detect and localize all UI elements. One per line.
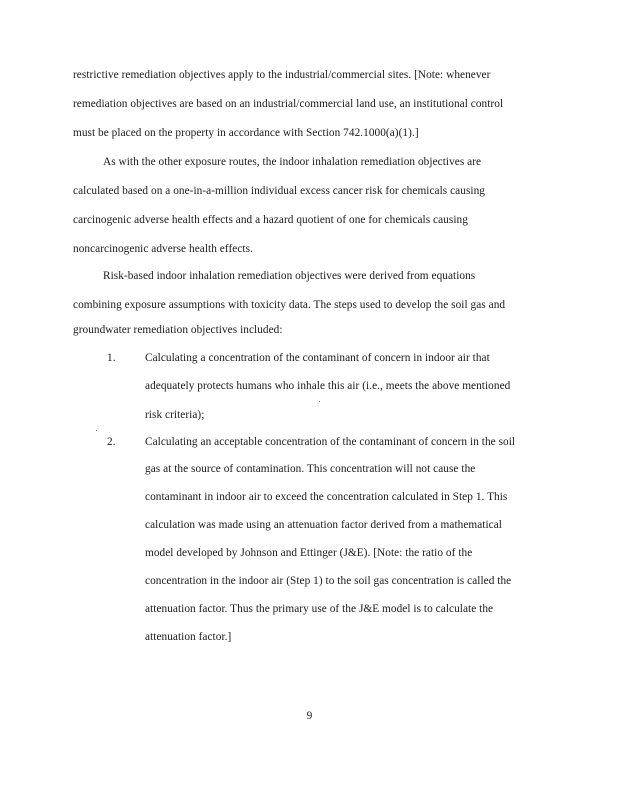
list-item-2-line-5: model developed by Johnson and Ettinger (J&E). [Note: the ratio of the [145, 547, 473, 559]
scan-speck [319, 401, 320, 402]
list-item-2-line-2: gas at the source of contamination. This concentration will not cause the [145, 463, 476, 475]
paragraph-1-line-1: restrictive remediation objectives apply to the industrial/commercial sites. [Note: whenever [73, 69, 491, 81]
page-number: 9 [306, 710, 313, 722]
list-item-2-line-6: concentration in the indoor air (Step 1) to the soil gas concentration is called the [145, 575, 512, 587]
list-item-2-number: 2. [107, 436, 116, 448]
paragraph-3-line-2: combining exposure assumptions with toxicity data. The steps used to develop the soil gas and [73, 299, 506, 311]
scan-speck [96, 430, 97, 431]
paragraph-3-line-3: groundwater remediation objectives included: [73, 324, 283, 336]
paragraph-2-line-4: noncarcinogenic adverse health effects. [73, 243, 253, 255]
list-item-2-line-1: Calculating an acceptable concentration of the contaminant of concern in the soil [145, 436, 516, 448]
list-item-2-line-7: attenuation factor. Thus the primary use of the J&E model is to calculate the [145, 603, 494, 615]
list-item-2-line-3: contaminant in indoor air to exceed the concentration calculated in Step 1. This [145, 491, 508, 503]
paragraph-2-line-3: carcinogenic adverse health effects and a hazard quotient of one for chemicals causing [73, 214, 468, 226]
list-item-2-line-8: attenuation factor.] [145, 631, 232, 643]
paragraph-1-line-2: remediation objectives are based on an industrial/commercial land use, an institutional control [73, 98, 504, 110]
paragraph-2-line-2: calculated based on a one-in-a-million individual excess cancer risk for chemicals causing [73, 185, 485, 197]
list-item-1-line-1: Calculating a concentration of the contaminant of concern in indoor air that [145, 352, 490, 364]
list-item-1-number: 1. [107, 352, 116, 364]
list-item-1-line-3: risk criteria); [145, 409, 205, 421]
paragraph-1-line-3: must be placed on the property in accordance with Section 742.1000(a)(1).] [73, 127, 419, 139]
list-item-2-line-4: calculation was made using an attenuation factor derived from a mathematical [145, 519, 502, 531]
list-item-1-line-2: adequately protects humans who inhale this air (i.e., meets the above mentioned [145, 380, 511, 392]
paragraph-3-line-1: Risk-based indoor inhalation remediation objectives were derived from equations [103, 270, 476, 282]
paragraph-2-line-1: As with the other exposure routes, the indoor inhalation remediation objectives are [103, 156, 482, 168]
